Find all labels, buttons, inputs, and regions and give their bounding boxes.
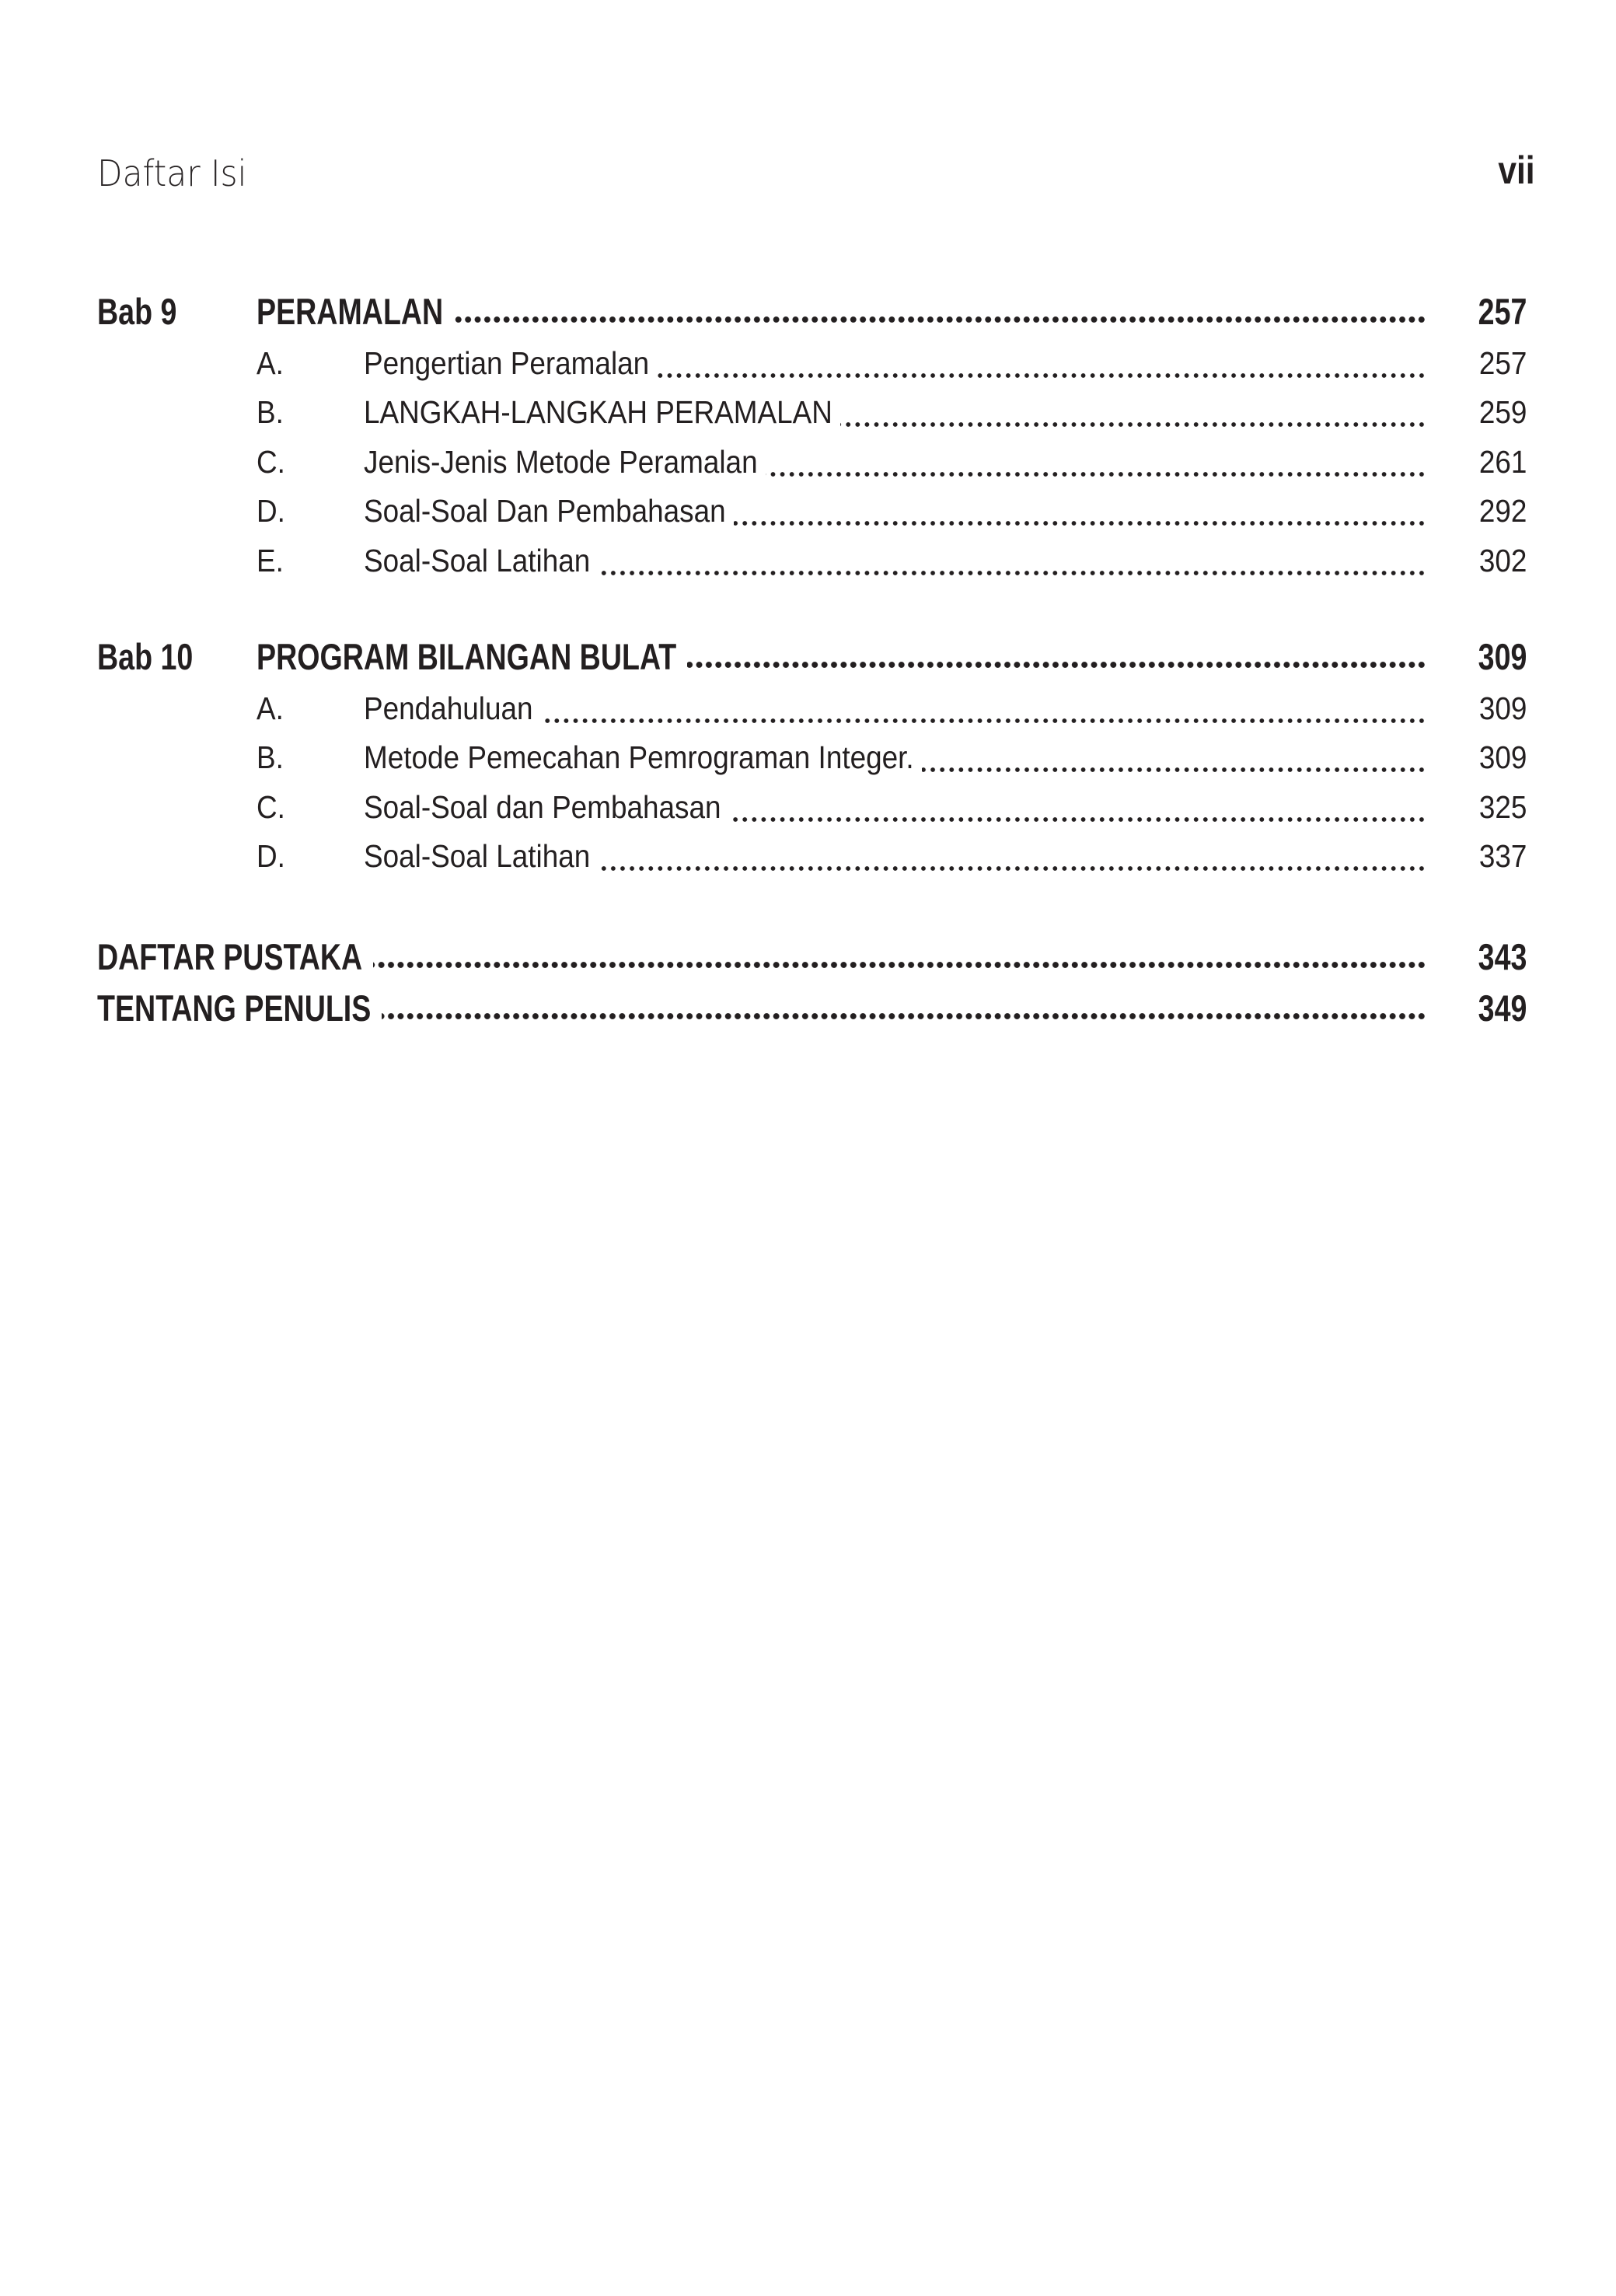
toc-section-row[interactable] [0,675,1616,725]
toc-chapter-row[interactable] [0,280,1616,330]
section-letter: C. [257,789,285,825]
section-title[interactable]: Soal-Soal Dan Pembahasan [364,493,726,529]
section-title[interactable]: Pendahuluan [364,690,533,726]
section-page: 309 [1478,690,1527,726]
back-matter-page: 343 [1478,936,1527,977]
section-title[interactable]: Soal-Soal Latihan [364,543,591,578]
chapter-title[interactable]: PERAMALAN [257,291,444,332]
toc-back-matter-row[interactable] [0,977,1616,1029]
back-matter-title[interactable]: TENTANG PENULIS [97,987,372,1029]
section-title[interactable]: Soal-Soal Latihan [364,838,591,874]
section-page: 309 [1478,739,1527,775]
back-matter-page: 349 [1478,987,1527,1029]
section-title[interactable]: Jenis-Jenis Metode Peramalan [364,444,758,480]
section-letter: A. [257,345,284,381]
section-letter: C. [257,444,285,480]
section-letter: D. [257,493,285,529]
back-matter-title[interactable]: DAFTAR PUSTAKA [97,936,363,977]
dot-leader [734,519,1426,527]
section-page: 302 [1478,543,1527,578]
toc-section-row[interactable] [0,379,1616,428]
toc-chapter-row[interactable] [0,625,1616,675]
section-title[interactable]: LANGKAH-LANGKAH PERAMALAN [364,394,832,430]
dot-leader [687,661,1426,669]
dot-leader [598,569,1426,577]
section-title[interactable]: Metode Pemecahan Pemrograman Integer. [364,739,914,775]
section-letter: B. [257,394,284,430]
toc-section-row[interactable] [0,330,1616,379]
chapter-label: Bab 9 [97,291,177,332]
dot-leader [598,865,1426,872]
toc-section-row[interactable] [0,823,1616,872]
section-page: 325 [1478,789,1527,825]
chapter-label: Bab 10 [97,636,194,677]
dot-leader [840,421,1426,428]
toc-section-row[interactable] [0,428,1616,478]
section-page: 292 [1478,493,1527,529]
toc-section-row[interactable] [0,527,1616,577]
folio-page-number: vii [1498,149,1535,192]
dot-leader [373,961,1426,969]
section-page: 257 [1478,345,1527,381]
section-page: 261 [1478,444,1527,480]
section-page: 259 [1478,394,1527,430]
toc-back-matter-row[interactable] [0,925,1616,975]
dot-leader [382,1012,1426,1020]
running-head: Daftar Isi [97,152,247,194]
chapter-page: 257 [1478,291,1527,332]
section-title[interactable]: Soal-Soal dan Pembahasan [364,789,721,825]
section-letter: B. [257,739,284,775]
section-letter: A. [257,690,284,726]
section-page: 337 [1478,838,1527,874]
chapter-page: 309 [1478,636,1527,677]
toc-section-row[interactable] [0,477,1616,527]
toc-section-row[interactable] [0,724,1616,774]
section-title[interactable]: Pengertian Peramalan [364,345,650,381]
dot-leader [922,766,1426,774]
dot-leader [454,316,1426,323]
section-letter: D. [257,838,285,874]
toc-section-row[interactable] [0,774,1616,823]
section-letter: E. [257,543,284,578]
chapter-title[interactable]: PROGRAM BILANGAN BULAT [257,636,677,677]
